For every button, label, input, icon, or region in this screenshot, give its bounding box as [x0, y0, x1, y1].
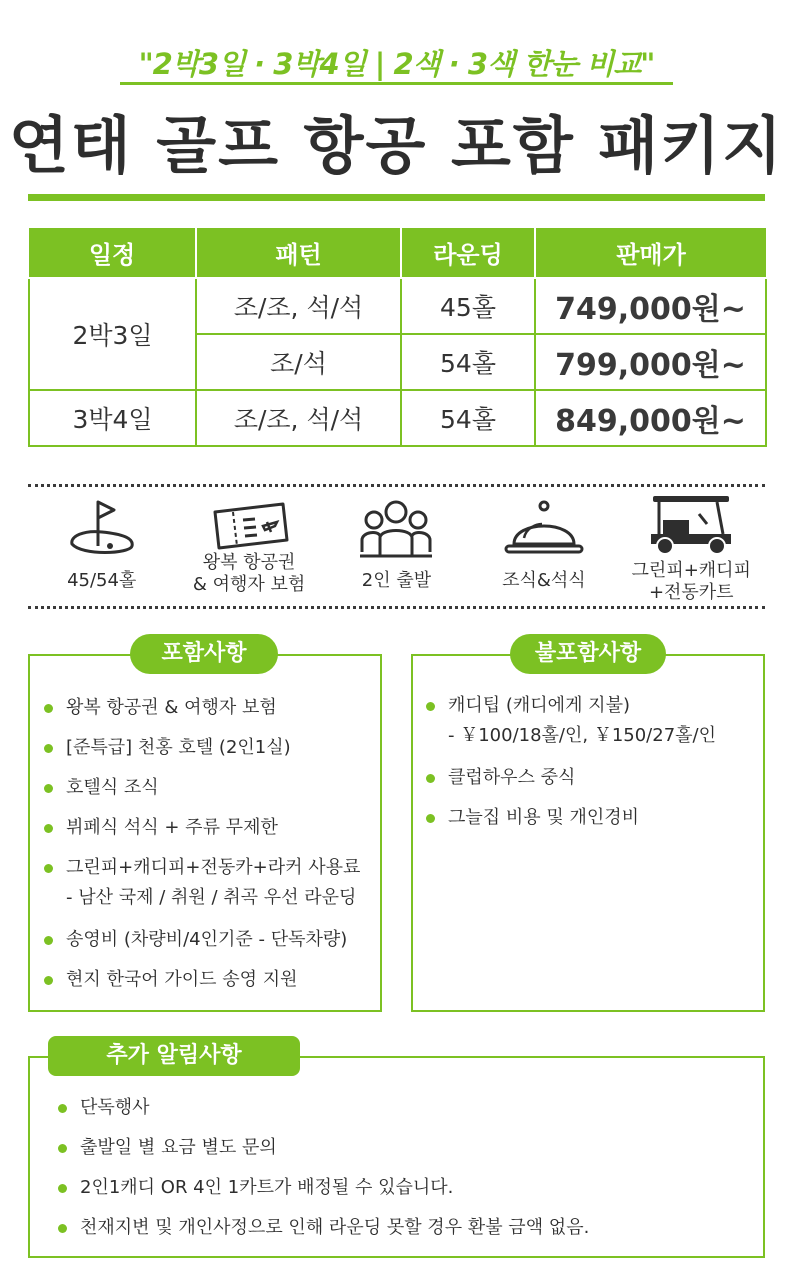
table-row	[29, 278, 766, 334]
feature-label: 왕복 항공권	[202, 552, 296, 573]
feature-flight	[175, 490, 322, 608]
bullet-icon	[426, 774, 435, 783]
bullet-icon	[58, 1184, 67, 1193]
list-item: 그린피+캐디피+전동카+라커 사용료 - 남산 국제 / 취원 / 취곡 우선 라운딩	[44, 854, 374, 926]
bullet-icon	[44, 704, 53, 713]
bullet-icon	[44, 744, 53, 753]
feature-cart	[618, 490, 765, 608]
group-people-icon	[356, 498, 436, 560]
feature-holes	[28, 490, 175, 608]
feature-icons	[28, 490, 765, 608]
list-item: 현지 한국어 가이드 송영 지원	[44, 966, 374, 1006]
schedule-cell: 3박4일	[29, 390, 196, 446]
golf-flag-icon	[62, 496, 142, 560]
list-item: 호텔식 조식	[44, 774, 374, 814]
table-row	[29, 390, 766, 446]
subtitle-underline	[120, 82, 673, 85]
feature-label: 2인 출발	[361, 570, 432, 591]
pattern-cell: 조/석	[196, 334, 401, 390]
included-list	[44, 694, 374, 1006]
pattern-cell: 조/조, 석/석	[196, 278, 401, 334]
excluded-title: 불포함사항	[510, 634, 666, 674]
bullet-icon	[58, 1104, 67, 1113]
feature-label: & 여행자 보험	[192, 574, 306, 595]
price-cell: 799,000원~	[535, 334, 766, 390]
food-cloche-icon	[502, 498, 586, 560]
price-cell: 749,000원~	[535, 278, 766, 334]
list-item: 클럽하우스 중식	[426, 764, 756, 804]
column-header-rounds: 라운딩	[401, 228, 535, 278]
bullet-icon	[44, 784, 53, 793]
column-header-pattern: 패턴	[196, 228, 401, 278]
list-item: 2인1캐디 OR 4인 1카트가 배정될 수 있습니다.	[58, 1174, 748, 1214]
list-item: 출발일 별 요금 별도 문의	[58, 1134, 748, 1174]
bullet-icon	[426, 814, 435, 823]
notice-list	[58, 1094, 748, 1254]
golf-cart-icon	[647, 494, 735, 556]
bullet-icon	[426, 702, 435, 711]
bullet-icon	[44, 936, 53, 945]
pattern-cell: 조/조, 석/석	[196, 390, 401, 446]
list-item: 캐디팁 (캐디에게 지불) - ￥100/18홀/인, ￥150/27홀/인	[426, 692, 756, 764]
feature-label: 조식&석식	[502, 570, 586, 591]
feature-meals	[470, 490, 617, 608]
flight-ticket-icon	[207, 500, 291, 554]
page-title: 연태 골프 항공 포함 패키지	[8, 109, 785, 182]
dotted-divider-bottom	[28, 606, 765, 609]
list-item: [준특급] 천홍 호텔 (2인1실)	[44, 734, 374, 774]
feature-departure	[323, 490, 470, 608]
notice-title: 추가 알림사항	[48, 1036, 300, 1076]
list-item: 송영비 (차량비/4인기준 - 단독차량)	[44, 926, 374, 966]
rounds-cell: 45홀	[401, 278, 535, 334]
column-header-schedule: 일정	[29, 228, 196, 278]
dotted-divider-top	[28, 484, 765, 487]
price-cell: 849,000원~	[535, 390, 766, 446]
feature-label: +전동카트	[648, 582, 734, 603]
price-table	[28, 228, 767, 447]
list-item: 왕복 항공권 & 여행자 보험	[44, 694, 374, 734]
table-header-row	[29, 228, 766, 278]
column-header-price: 판매가	[535, 228, 766, 278]
list-item: 천재지변 및 개인사정으로 인해 라운딩 못할 경우 환불 금액 없음.	[58, 1214, 748, 1254]
bullet-icon	[44, 864, 53, 873]
feature-label: 그린피+캐디피	[631, 560, 751, 581]
rounds-cell: 54홀	[401, 390, 535, 446]
feature-label: 45/54홀	[67, 570, 137, 591]
bullet-icon	[44, 824, 53, 833]
bullet-icon	[44, 976, 53, 985]
list-item: 뷔페식 석식 + 주류 무제한	[44, 814, 374, 854]
bullet-icon	[58, 1224, 67, 1233]
included-title: 포함사항	[130, 634, 278, 674]
subtitle: "2박3일 · 3박4일 | 2색 · 3색 한눈 비교"	[138, 47, 655, 81]
excluded-list	[426, 692, 756, 844]
bullet-icon	[58, 1144, 67, 1153]
rounds-cell: 54홀	[401, 334, 535, 390]
title-divider	[28, 194, 765, 201]
list-item: 그늘집 비용 및 개인경비	[426, 804, 756, 844]
schedule-cell: 2박3일	[29, 278, 196, 390]
list-item: 단독행사	[58, 1094, 748, 1134]
